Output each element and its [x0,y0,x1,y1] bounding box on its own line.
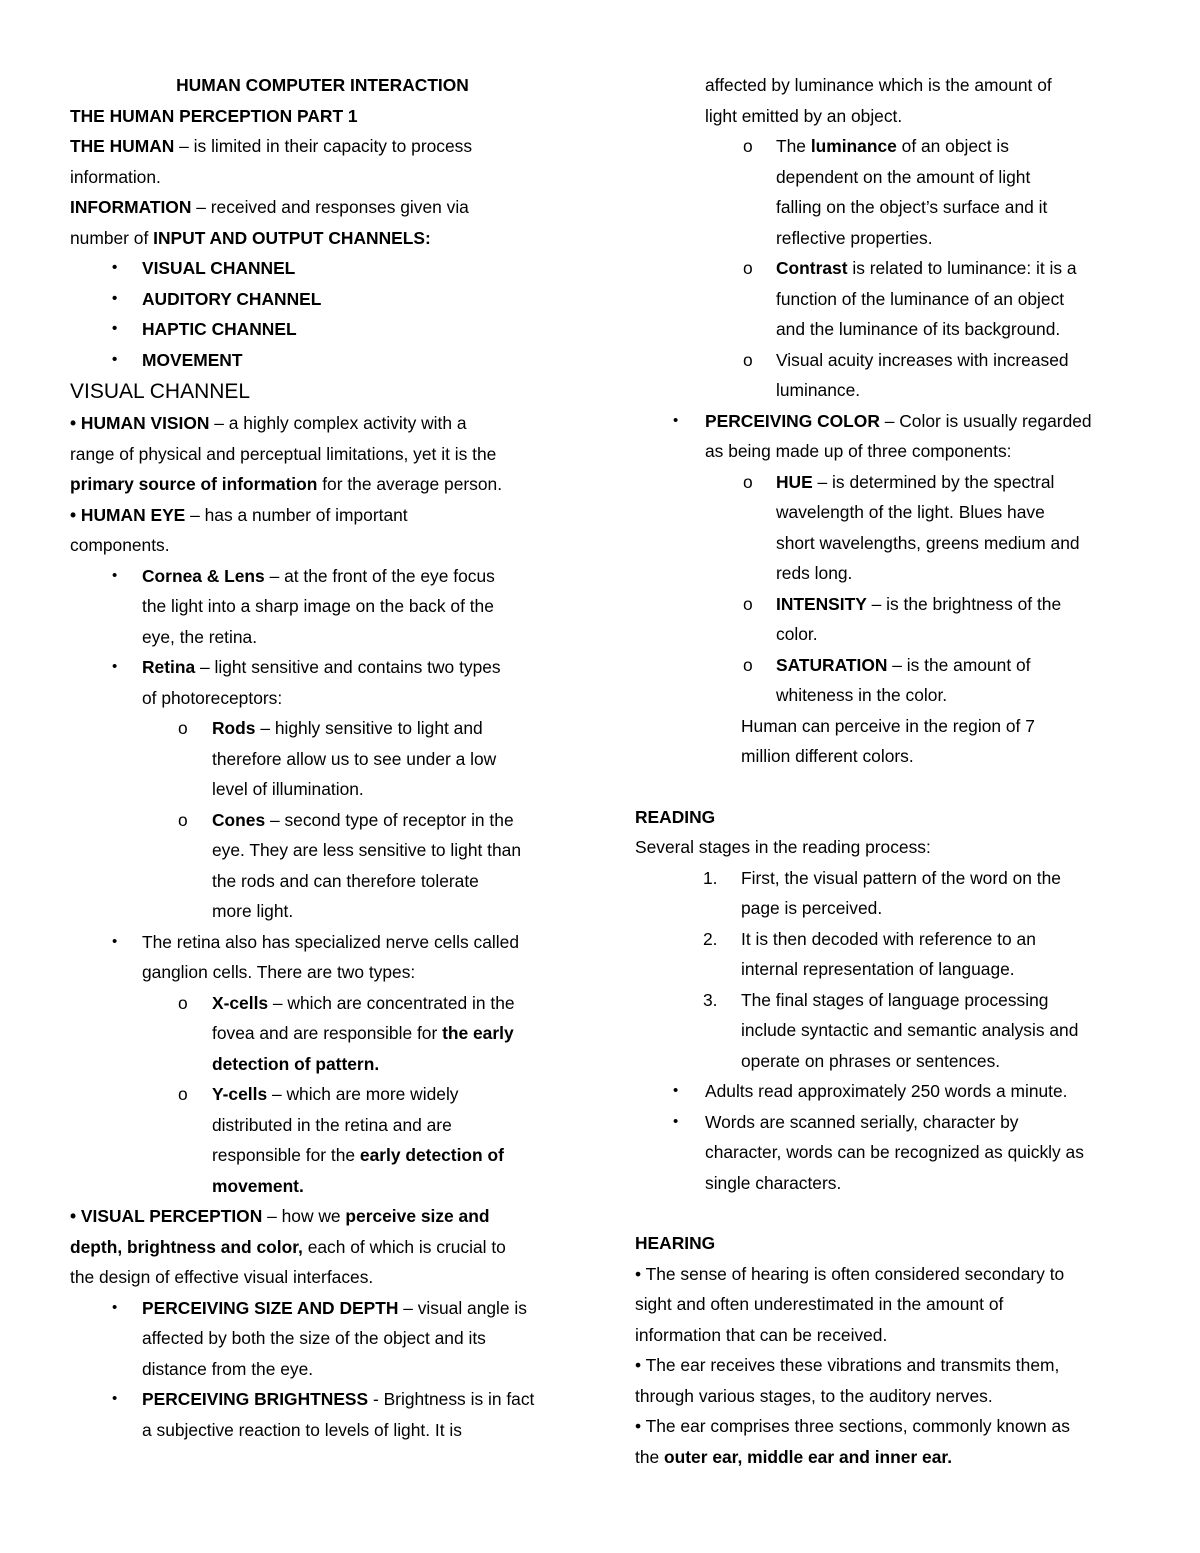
list-item [70,652,575,683]
ycells-cont: movement. [212,1175,304,1196]
visual-perception-cont [70,1232,575,1263]
list-item [70,988,575,1019]
retina-term: Retina [142,657,196,677]
list-item [635,1076,1140,1107]
words-text: Words are scanned serially, character by [705,1111,1019,1132]
xcells-emphasis: the early [442,1023,514,1043]
visual-perception-text-2: each of which is crucial to [302,1236,506,1257]
human-vision-cont [70,469,575,500]
reading-intro: Several stages in the reading process: [635,837,931,857]
ear-sections-term: outer ear, middle ear and inner ear. [664,1446,953,1467]
size-depth-cont: affected by both the size of the object and its [142,1328,486,1348]
sub-bullet-marker: o [743,349,753,370]
channel-label: MOVEMENT [142,349,243,370]
brightness-cont: affected by luminance which is the amount of [705,75,1052,95]
hue-cont: short wavelengths, greens medium and [776,532,1080,553]
rods-cont: therefore allow us to see under a low [212,748,497,769]
xcells-term: X-cells [212,992,269,1013]
bullet-marker: • [112,658,118,675]
list-item [635,467,1140,498]
list-number: 1. [703,867,718,888]
cornea-term: Cornea & Lens [142,565,265,586]
spacer [635,772,1140,802]
size-depth-term: PERCEIVING SIZE AND DEPTH [142,1297,399,1318]
ycells-emphasis: early detection of [359,1145,504,1165]
list-item [635,406,1140,437]
hearing-text: through various stages, to the auditory nerves. [635,1385,993,1406]
retina-cont: of photoreceptors: [142,687,283,708]
sub-bullet-marker: o [743,471,753,492]
retina-text: – light sensitive and contains two types [195,657,501,677]
list-item [70,284,575,315]
bullet-marker: • [673,1082,679,1099]
ycells-text-3: responsible for the [212,1145,360,1165]
human-vision-term: • HUMAN VISION [70,413,210,433]
hue-text: – is determined by the spectral [812,471,1055,492]
human-eye-cont: components. [70,535,170,555]
cornea-cont: the light into a sharp image on the back of the [142,596,494,616]
list-item [635,924,1140,955]
hearing-text: information that can be received. [635,1324,888,1345]
bullet-marker: • [112,259,118,276]
human-eye-term: • HUMAN EYE [70,504,186,525]
luminance-cont: dependent on the amount of light [776,166,1031,187]
list-item [70,1293,575,1324]
bullet-marker: • [112,320,118,337]
information-def-text-2: number of [70,227,154,248]
human-definition [70,131,575,162]
luminance-cont: reflective properties. [776,227,933,248]
acuity-cont: luminance. [776,380,861,400]
brightness-cont: a subjective reaction to levels of light. It is [142,1419,462,1440]
list-item [70,345,575,376]
visual-perception-emphasis-2: depth, brightness and color, [70,1236,303,1257]
list-item [635,863,1140,894]
list-item [70,253,575,284]
sub-bullet-marker: o [178,992,188,1013]
cornea-cont: eye, the retina. [142,626,258,647]
list-item [70,561,575,592]
visual-perception-cont: the design of effective visual interfaces. [70,1267,374,1287]
information-definition [70,192,575,223]
xcells-cont [70,1018,575,1049]
list-item [635,589,1140,620]
human-vision-text: – a highly complex activity with a [209,413,467,433]
hearing-text: sight and often underestimated in the amount of [635,1294,1004,1314]
bullet-marker: • [112,1298,118,1316]
sub-bullet-marker: o [743,258,753,278]
colors-count-cont: million different colors. [741,746,914,766]
bullet-marker: • [112,1390,118,1407]
right-column [635,70,1140,1472]
hearing-text: • The sense of hearing is often considered secondary to [635,1263,1065,1284]
list-item [635,985,1140,1016]
luminance-text-2: of an object is [896,136,1009,156]
list-item [70,1384,575,1415]
ycells-cont: distributed in the retina and are [212,1114,452,1135]
stage-cont: page is perceived. [741,898,883,918]
hearing-text: • The ear receives these vibrations and transmits them, [635,1355,1060,1375]
hue-cont: reds long. [776,563,853,583]
stage-cont: internal representation of language. [741,959,1015,979]
color-text: – Color is usually regarded [879,410,1092,431]
hue-cont: wavelength of the light. Blues have [776,502,1045,522]
size-depth-text: – visual angle is [398,1297,527,1318]
contrast-cont: and the luminance of its background. [776,319,1061,339]
spacer [635,1198,1140,1228]
words-cont: character, words can be recognized as quickly as [705,1142,1084,1162]
list-item [635,131,1140,162]
sub-bullet-marker: o [178,1084,188,1104]
list-number: 3. [703,989,718,1010]
document-subtitle: THE HUMAN PERCEPTION PART 1 [70,105,358,126]
cones-cont: the rods and can therefore tolerate [212,870,479,891]
section-heading-hearing: HEARING [635,1233,716,1253]
stage-text: The final stages of language processing [741,989,1049,1010]
intensity-term: INTENSITY [776,593,867,614]
contrast-cont: function of the luminance of an object [776,288,1065,309]
left-column [70,70,575,1445]
ycells-term: Y-cells [212,1084,268,1104]
list-item [70,805,575,836]
list-number: 2. [703,928,718,949]
list-item [635,1107,1140,1138]
adults-text: Adults read approximately 250 words a minute. [705,1081,1068,1101]
document-title: HUMAN COMPUTER INTERACTION [176,75,469,95]
words-cont: single characters. [705,1172,842,1193]
cones-cont: eye. They are less sensitive to light than [212,840,522,860]
intensity-cont: color. [776,624,818,644]
rods-text: – highly sensitive to light and [255,718,483,738]
human-vision-text-3: for the average person. [317,474,503,494]
bullet-marker: • [673,411,679,429]
stage-text: It is then decoded with reference to an [741,928,1036,949]
visual-perception-term: • VISUAL PERCEPTION [70,1206,263,1226]
size-depth-cont: distance from the eye. [142,1358,314,1379]
cones-term: Cones [212,809,266,830]
human-eye-text: – has a number of important [185,504,408,525]
xcells-text: – which are concentrated in the [268,992,515,1013]
visual-perception-paragraph [70,1201,575,1232]
xcells-text-2: fovea and are responsible for [212,1023,443,1043]
brightness-text: - Brightness is in fact [368,1389,535,1409]
channels-term: INPUT AND OUTPUT CHANNELS: [153,227,431,248]
rods-cont: level of illumination. [212,779,364,799]
list-item [70,713,575,744]
contrast-term: Contrast [776,258,848,278]
sub-bullet-marker: o [178,809,188,830]
sub-bullet-marker: o [743,136,753,156]
information-def-text: – received and responses given via [191,197,469,217]
bullet-marker: • [112,932,118,950]
cones-cont: more light. [212,901,294,921]
saturation-text: – is the amount of [887,654,1031,675]
list-item [70,1079,575,1110]
saturation-cont: whiteness in the color. [776,685,948,705]
information-term: INFORMATION [70,197,192,217]
xcells-cont: detection of pattern. [212,1053,380,1074]
list-item [635,253,1140,284]
stage-cont: include syntactic and semantic analysis and [741,1020,1079,1040]
luminance-term: luminance [810,136,897,156]
cones-text: – second type of receptor in the [265,809,514,830]
list-item [70,927,575,958]
bullet-marker: • [112,566,118,584]
sub-bullet-marker: o [743,654,753,675]
intensity-text: – is the brightness of the [866,593,1062,614]
hearing-text: • The ear comprises three sections, commonly known as [635,1416,1070,1436]
sub-bullet-marker: o [743,593,753,614]
section-heading-visual-channel: VISUAL CHANNEL [70,380,251,403]
rods-term: Rods [212,718,256,738]
list-item [635,650,1140,681]
luminance-text: The [776,136,811,156]
stage-text: First, the visual pattern of the word on the [741,867,1061,888]
channel-label: VISUAL CHANNEL [142,258,296,278]
contrast-text: is related to luminance: it is a [847,258,1077,278]
human-definition-cont: information. [70,166,161,187]
visual-perception-text: – how we [262,1206,346,1226]
acuity-text: Visual acuity increases with increased [776,349,1069,370]
color-term: PERCEIVING COLOR [705,410,880,431]
color-cont: as being made up of three components: [705,441,1012,461]
list-item [635,345,1140,376]
ycells-text: – which are more widely [267,1084,459,1104]
brightness-term: PERCEIVING BRIGHTNESS [142,1389,369,1409]
luminance-cont: falling on the object’s surface and it [776,197,1048,217]
human-vision-cont: range of physical and perceptual limitations, yet it is the [70,443,497,464]
saturation-term: SATURATION [776,654,888,675]
ycells-cont [70,1140,575,1171]
channel-label: HAPTIC CHANNEL [142,319,297,339]
ganglion-cont: ganglion cells. There are two types: [142,962,416,982]
primary-source-term: primary source of information [70,474,318,494]
stage-cont: operate on phrases or sentences. [741,1050,1001,1071]
cornea-text: – at the front of the eye focus [264,565,495,586]
human-def-text: – is limited in their capacity to process [174,136,473,156]
colors-count-text: Human can perceive in the region of 7 [741,715,1035,736]
bullet-marker: • [112,350,118,368]
channel-label: AUDITORY CHANNEL [142,288,322,309]
hearing-text [635,1442,1140,1473]
information-definition-cont [70,223,575,254]
brightness-cont: light emitted by an object. [705,105,903,126]
bullet-marker: • [673,1112,679,1130]
sub-bullet-marker: o [178,718,188,738]
human-term: THE HUMAN [70,136,175,156]
human-eye-paragraph [70,500,575,531]
ganglion-text: The retina also has specialized nerve cells called [142,931,519,952]
list-item [70,314,575,345]
bullet-marker: • [112,289,118,307]
hue-term: HUE [776,471,813,492]
section-heading-reading: READING [635,806,716,827]
visual-perception-emphasis: perceive size and [345,1206,490,1226]
hearing-text-7: the [635,1446,665,1467]
human-vision-paragraph [70,408,575,439]
